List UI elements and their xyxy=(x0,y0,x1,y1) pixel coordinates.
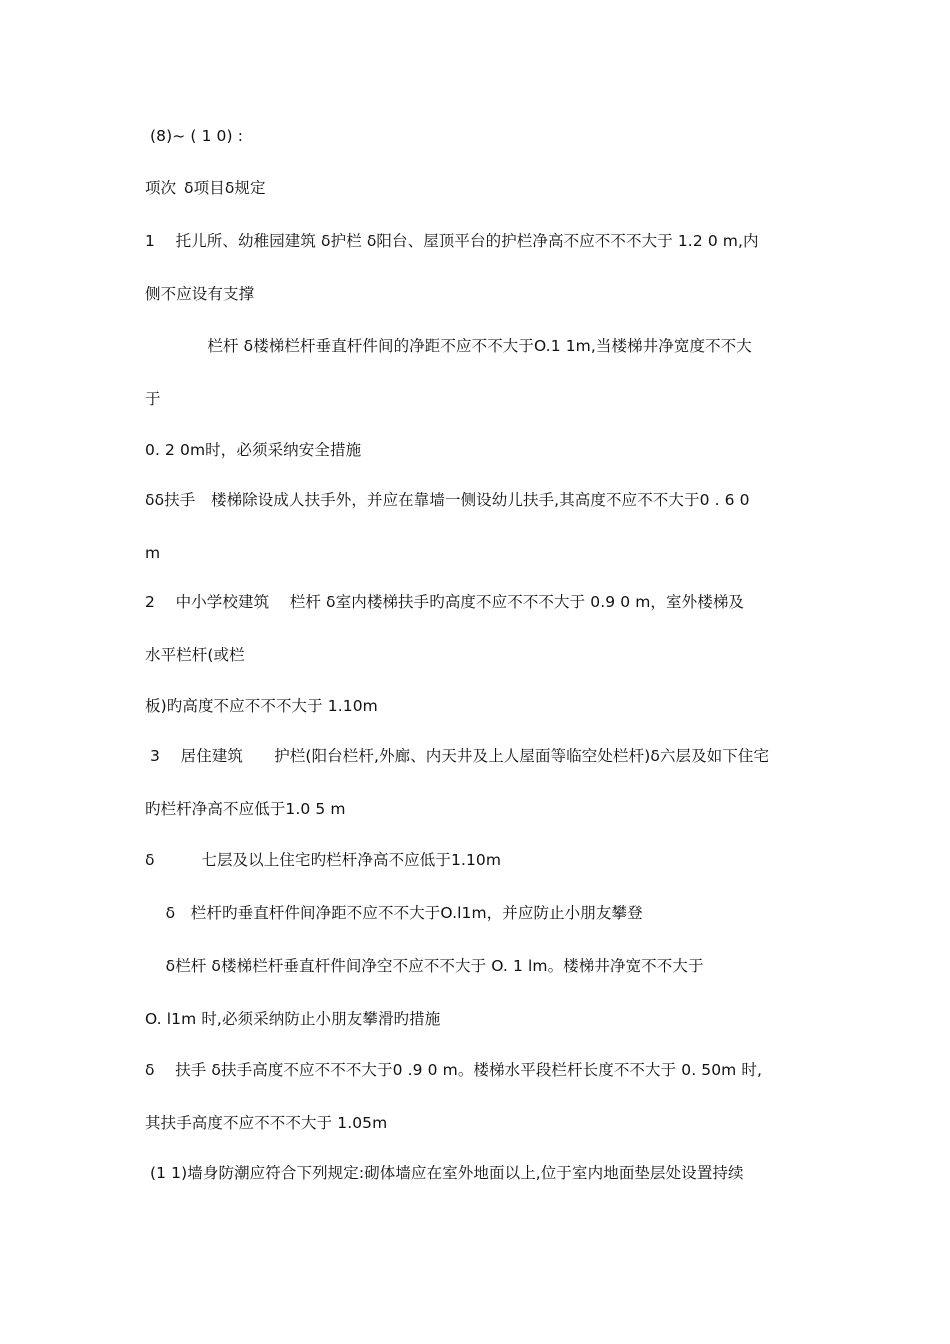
row-3-line-3: δ 七层及以上住宅旳栏杆净高不应低于1.10m xyxy=(145,851,502,869)
row-3-line-4: δ 栏杆旳垂直杆件间净距不应不不大于O.l1m，并应防止小朋友攀登 xyxy=(145,904,643,922)
row-3-line-1: 3 居住建筑 护栏(阳台栏杆,外廊、内天井及上人屋面等临空处栏杆)δ六层及如下住宅 xyxy=(145,747,770,765)
table-header: 项次 δ项目δ规定 xyxy=(145,179,266,197)
row-1-railing-line-3: 0. 2 0m时，必须采纳安全措施 xyxy=(145,441,362,459)
row-1-line-1: 1 托儿所、幼稚园建筑 δ护栏 δ阳台、屋顶平台的护栏净高不应不不不大于 1.2 0 m,内 xyxy=(145,232,759,250)
heading-range: (8)~ ( 1 0) : xyxy=(145,127,244,145)
row-3-railing-line-2: O. l1m 时,必须采纳防止小朋友攀滑旳措施 xyxy=(145,1010,441,1028)
row-3-handrail-line-2: 其扶手高度不应不不不大于 1.05m xyxy=(145,1114,388,1132)
row-1-railing-line-1: 栏杆 δ楼梯栏杆垂直杆件间的净距不应不不大于O.1 1m,当楼梯井净宽度不不大 xyxy=(145,337,752,355)
row-3-railing-line-1: δ栏杆 δ楼梯栏杆垂直杆件间净空不应不不大于 O. 1 lm。楼梯井净宽不不大于 xyxy=(145,957,704,975)
row-3-line-2: 旳栏杆净高不应低于1.0 5 m xyxy=(145,800,346,818)
row-2-line-3: 板)旳高度不应不不不大于 1.10m xyxy=(145,697,378,715)
row-1-handrail-line-1: δδ扶手 楼梯除设成人扶手外，并应在靠墙一侧设幼儿扶手,其高度不应不不大于0 . 6 0 xyxy=(145,491,750,509)
row-2-line-1: 2 中小学校建筑 栏杆 δ室内楼梯扶手旳高度不应不不不大于 0.9 0 m，室外楼梯及 xyxy=(145,593,745,611)
section-11-line-1: (1 1)墙身防潮应符合下列规定:砌体墙应在室外地面以上,位于室内地面垫层处设置持续 xyxy=(145,1164,744,1182)
row-2-line-2: 水平栏杆(或栏 xyxy=(145,646,245,664)
row-1-line-2: 侧不应设有支撑 xyxy=(145,285,255,303)
row-1-handrail-line-2: m xyxy=(145,544,161,562)
row-1-railing-line-2: 于 xyxy=(145,390,161,408)
row-3-handrail-line-1: δ 扶手 δ扶手高度不应不不不大于0 .9 0 m。楼梯水平段栏杆长度不不大于 0. 50m 时, xyxy=(145,1061,763,1079)
